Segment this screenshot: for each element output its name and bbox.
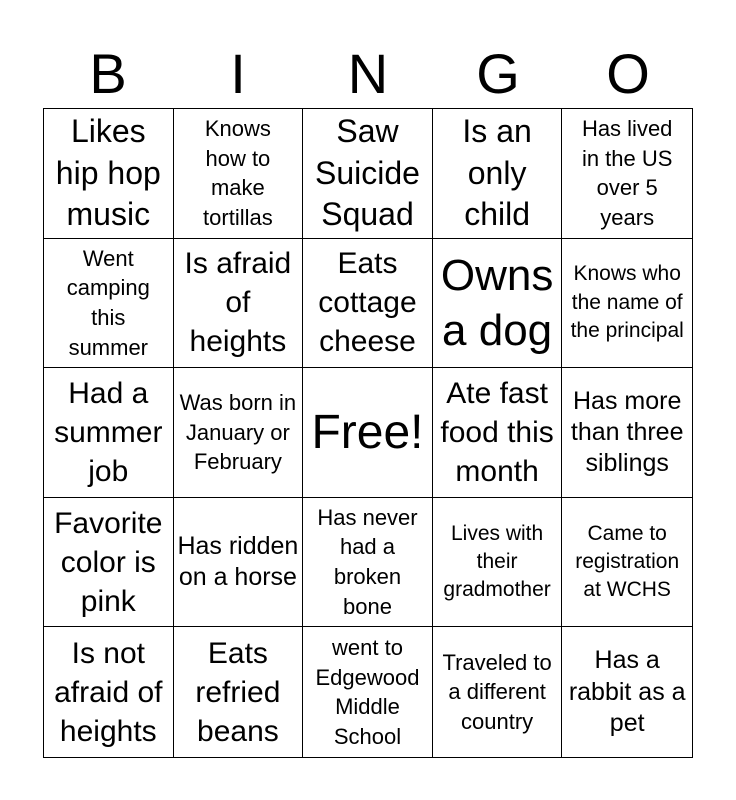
bingo-card xyxy=(43,108,693,758)
cell-text: Eats refried beans xyxy=(195,636,281,748)
cell-text: Is not afraid of heights xyxy=(54,636,163,748)
cell-text: Had a summer job xyxy=(54,376,163,488)
bingo-cell[interactable] xyxy=(174,627,304,757)
cell-text: Was born in January or February xyxy=(179,389,297,475)
cell-text: Favorite color is pink xyxy=(54,506,163,618)
free-space-text: Free! xyxy=(311,405,424,459)
cell-text: Has lived in the US over 5 years xyxy=(581,115,673,230)
bingo-cell[interactable] xyxy=(174,498,304,628)
cell-text: Saw Suicide Squad xyxy=(315,112,420,233)
header-letter-b: B xyxy=(89,42,127,105)
bingo-cell[interactable] xyxy=(303,239,433,369)
bingo-cell[interactable] xyxy=(174,109,304,239)
bingo-cell[interactable] xyxy=(433,627,563,757)
bingo-cell[interactable] xyxy=(562,627,692,757)
cell-text: Went camping this summer xyxy=(66,245,150,360)
bingo-cell[interactable] xyxy=(44,109,174,239)
bingo-cell[interactable] xyxy=(44,627,174,757)
bingo-cell[interactable] xyxy=(303,627,433,757)
free-space[interactable] xyxy=(303,368,433,498)
bingo-header xyxy=(43,40,693,108)
cell-text: Eats cottage cheese xyxy=(318,247,417,359)
bingo-cell[interactable] xyxy=(174,239,304,369)
header-letter-o: O xyxy=(606,42,650,105)
cell-text: Lives with their gradmother xyxy=(443,521,551,602)
bingo-cell[interactable] xyxy=(562,109,692,239)
bingo-cell[interactable] xyxy=(303,109,433,239)
cell-text: Has ridden on a horse xyxy=(177,531,299,592)
bingo-cell[interactable] xyxy=(433,498,563,628)
bingo-cell[interactable] xyxy=(433,239,563,369)
cell-text: Ate fast food this month xyxy=(440,376,554,488)
cell-text: Owns a dog xyxy=(440,250,554,355)
header-letter-g: G xyxy=(476,42,520,105)
bingo-cell[interactable] xyxy=(562,368,692,498)
cell-text: went to Edgewood Middle School xyxy=(315,634,420,749)
bingo-cell[interactable] xyxy=(44,498,174,628)
cell-text: Knows how to make tortillas xyxy=(203,115,273,230)
bingo-cell[interactable] xyxy=(174,368,304,498)
cell-text: Came to registration at WCHS xyxy=(575,521,680,602)
bingo-cell[interactable] xyxy=(303,498,433,628)
bingo-cell[interactable] xyxy=(44,368,174,498)
bingo-cell[interactable] xyxy=(562,498,692,628)
bingo-cell[interactable] xyxy=(562,239,692,369)
cell-text: Has more than three siblings xyxy=(570,386,684,478)
cell-text: Traveled to a different country xyxy=(442,649,552,735)
cell-text: Has never had a broken bone xyxy=(317,504,418,619)
header-letter-i: I xyxy=(230,42,246,105)
header-letter-n: N xyxy=(347,42,389,105)
bingo-cell[interactable] xyxy=(433,368,563,498)
cell-text: Is afraid of heights xyxy=(184,247,292,359)
bingo-cell[interactable] xyxy=(44,239,174,369)
cell-text: Knows who the name of the principal xyxy=(570,262,684,343)
cell-text: Likes hip hop music xyxy=(55,112,161,233)
cell-text: Has a rabbit as a pet xyxy=(568,646,686,737)
cell-text: Is an only child xyxy=(462,112,532,233)
bingo-cell[interactable] xyxy=(433,109,563,239)
